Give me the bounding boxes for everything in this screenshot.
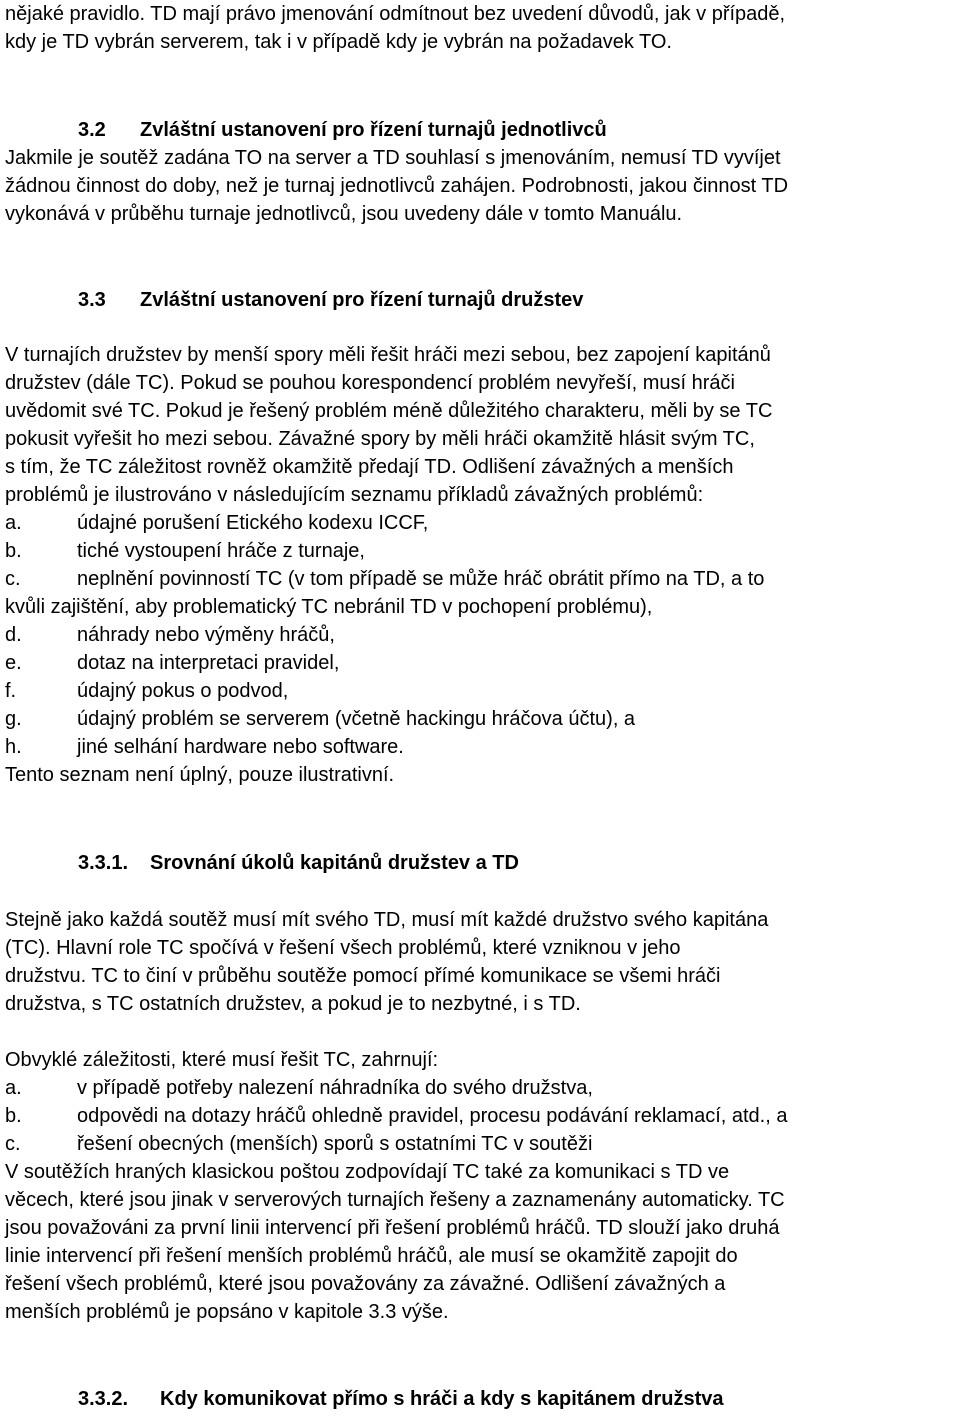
list-text: jiné selhání hardware nebo software. <box>77 736 404 758</box>
list-item <box>5 565 764 593</box>
list-marker: a. <box>5 512 22 534</box>
list-item <box>5 1074 593 1102</box>
section-3-3-1-heading <box>78 849 519 877</box>
list-marker: g. <box>5 708 22 730</box>
paragraph-line: V soutěžích hraných klasickou poštou zodpovídají TC také za komunikaci s TD ve <box>5 1161 730 1183</box>
list-text: údajný problém se serverem (včetně hackingu hráčova účtu), a <box>77 708 636 730</box>
list-text: v případě potřeby nalezení náhradníka do svého družstva, <box>77 1077 593 1099</box>
list-marker: c. <box>5 1133 21 1155</box>
section-3-2-line: žádnou činnost do doby, než je turnaj jednotlivců zahájen. Podrobnosti, jakou činnost TD <box>5 175 789 197</box>
list-item <box>5 733 404 761</box>
paragraph-line: menších problémů je popsáno v kapitole 3.3 výše. <box>5 1301 449 1323</box>
section-3-3-line: V turnajích družstev by menší spory měli řešit hráči mezi sebou, bez zapojení kapitánů <box>5 344 771 366</box>
list-marker: f. <box>5 680 17 702</box>
section-3-3-2-number: 3.3.2. <box>78 1388 129 1410</box>
list-text: neplnění povinností TC (v tom případě se může hráč obrátit přímo na TD, a to <box>77 568 765 590</box>
section-3-3-number: 3.3 <box>78 289 106 311</box>
paragraph-line: Stejně jako každá soutěž musí mít svého TD, musí mít každé družstvo svého kapitána <box>5 909 769 931</box>
section-3-2-number: 3.2 <box>78 119 106 141</box>
list-marker: b. <box>5 540 22 562</box>
section-3-2-line: vykonává v průběhu turnaje jednotlivců, jsou uvedeny dále v tomto Manuálu. <box>5 203 683 225</box>
section-3-2-heading <box>78 116 607 144</box>
section-3-3-line: pokusit vyřešit ho mezi sebou. Závažné spory by měli hráči okamžitě hlásit svým TC, <box>5 428 755 450</box>
paragraph-line: družstvu. TC to činí v průběhu soutěže pomocí přímé komunikace se všemi hráči <box>5 965 721 987</box>
list-marker: c. <box>5 568 21 590</box>
list-marker: b. <box>5 1105 22 1127</box>
paragraph-line: řešení všech problémů, které jsou považovány za závažné. Odlišení závažných a <box>5 1273 726 1295</box>
list-item <box>5 1130 592 1158</box>
section-3-3-line: s tím, že TC záležitost rovněž okamžitě předají TD. Odlišení závažných a menších <box>5 456 734 478</box>
list-text: tiché vystoupení hráče z turnaje, <box>77 540 365 562</box>
paragraph-line: jsou považováni za první linii intervencí při řešení problémů hráčů. TD slouží jako druhá <box>5 1217 780 1239</box>
section-3-3-1-title: Srovnání úkolů kapitánů družstev a TD <box>150 852 519 874</box>
section-3-3-2-title: Kdy komunikovat přímo s hráči a kdy s kapitánem družstva <box>160 1388 724 1410</box>
list-closing: Tento seznam není úplný, pouze ilustrativní. <box>5 764 395 786</box>
list-text: řešení obecných (menších) sporů s ostatními TC v soutěži <box>77 1133 593 1155</box>
section-3-3-2-heading <box>78 1385 724 1413</box>
list-item <box>5 1102 787 1130</box>
section-3-3-heading <box>78 286 583 314</box>
list-item <box>5 509 428 537</box>
paragraph-line: linie intervencí při řešení menších problémů hráčů, ale musí se okamžitě zapojit do <box>5 1245 738 1267</box>
section-3-3-line: družstev (dále TC). Pokud se pouhou korespondencí problém nevyřeší, musí hráči <box>5 372 735 394</box>
list-text: odpovědi na dotazy hráčů ohledně pravidel, procesu podávání reklamací, atd., a <box>77 1105 788 1127</box>
intro-line-2: kdy je TD vybrán serverem, tak i v případě kdy je vybrán na požadavek TO. <box>5 31 672 53</box>
paragraph-line: věcech, které jsou jinak v serverových turnajích řešeny a zaznamenány automaticky. TC <box>5 1189 785 1211</box>
section-3-2-line: Jakmile je soutěž zadána TO na server a TD souhlasí s jmenováním, nemusí TD vyvíjet <box>5 147 781 169</box>
section-3-2-title: Zvláštní ustanovení pro řízení turnajů jednotlivců <box>140 119 607 141</box>
list-item <box>5 705 635 733</box>
section-3-3-line: problémů je ilustrováno v následujícím seznamu příkladů závažných problémů: <box>5 484 704 506</box>
list-item <box>5 649 339 677</box>
list-text: dotaz na interpretaci pravidel, <box>77 652 340 674</box>
paragraph-line: (TC). Hlavní role TC spočívá v řešení všech problémů, které vzniknou v jeho <box>5 937 681 959</box>
list-marker: d. <box>5 624 22 646</box>
list-item-continuation: kvůli zajištění, aby problematický TC nebránil TD v pochopení problému), <box>5 596 653 618</box>
list-marker: h. <box>5 736 22 758</box>
list-marker: a. <box>5 1077 22 1099</box>
list-text: údajné porušení Etického kodexu ICCF, <box>77 512 429 534</box>
list-text: náhrady nebo výměny hráčů, <box>77 624 335 646</box>
paragraph-intro: Obvyklé záležitosti, které musí řešit TC, zahrnují: <box>5 1049 439 1071</box>
list-item <box>5 621 335 649</box>
intro-line-1: nějaké pravidlo. TD mají právo jmenování odmítnout bez uvedení důvodů, jak v případě, <box>5 3 786 25</box>
list-text: údajný pokus o podvod, <box>77 680 289 702</box>
section-3-3-line: uvědomit své TC. Pokud je řešený problém méně důležitého charakteru, měli by se TC <box>5 400 773 422</box>
section-3-3-title: Zvláštní ustanovení pro řízení turnajů družstev <box>140 289 584 311</box>
list-item <box>5 537 365 565</box>
list-item <box>5 677 288 705</box>
section-3-3-1-number: 3.3.1. <box>78 852 129 874</box>
paragraph-line: družstva, s TC ostatních družstev, a pokud je to nezbytné, i s TD. <box>5 993 581 1015</box>
list-marker: e. <box>5 652 22 674</box>
